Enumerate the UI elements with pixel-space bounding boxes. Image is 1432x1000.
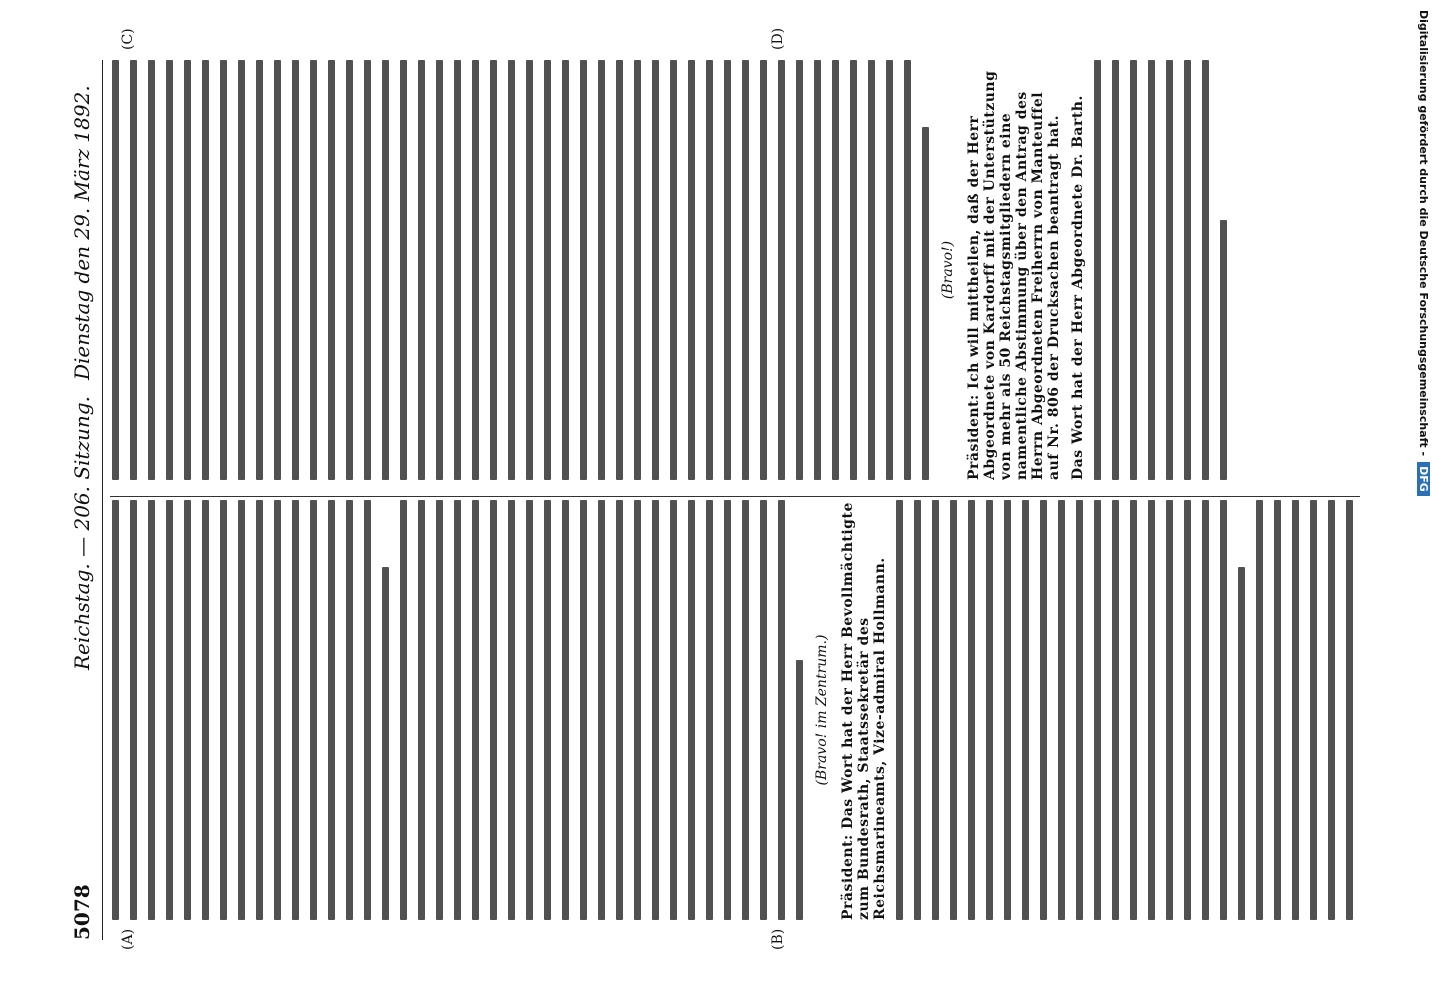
page-number: 5078 (70, 884, 94, 940)
speaker-praesident-2: Präsident: Ich will mittheilen, daß der Herr Abgeordnete von Kardorff mit der Unterstützung von mehr als 50 Reichstagsmitgliedern eine namentliche Abstimmung über den Antrag des Herrn Abgeordneten Freiherrn von Manteuffel auf Nr. 806 der Drucksachen beantragt hat. (966, 70, 1062, 480)
session-title: Reichstag. — 206. Sitzung. (70, 396, 94, 670)
margin-a: (A) (120, 928, 136, 950)
margin-c: (C) (120, 28, 136, 50)
left-column (112, 500, 1362, 920)
header-rule (102, 60, 103, 940)
session-date: Dienstag den 29. März 1892. (70, 85, 94, 380)
margin-b: (B) (770, 928, 786, 950)
speaker-praesident-1: Präsident: Das Wort hat der Herr Bevollmächtigte zum Bundesrath, Staatssekretär des Reichsmarineamts, Vize-admiral Hollmann. (840, 502, 888, 920)
page-header (70, 60, 100, 940)
right-column (112, 60, 1362, 480)
credit-text: Digitalisierung gefördert durch die Deutsche Forschungsgemeinschaft - (1417, 10, 1430, 457)
margin-d: (D) (770, 27, 786, 50)
note-bravo: (Bravo!) (940, 240, 956, 300)
dfg-credit (1412, 10, 1432, 1000)
speaker-barth: Das Wort hat der Herr Abgeordnete Dr. Barth. (1070, 95, 1086, 480)
dfg-logo: DFG (1417, 462, 1430, 496)
column-divider (110, 496, 1360, 497)
note-bravo-zentrum: (Bravo! im Zentrum.) (814, 634, 830, 786)
